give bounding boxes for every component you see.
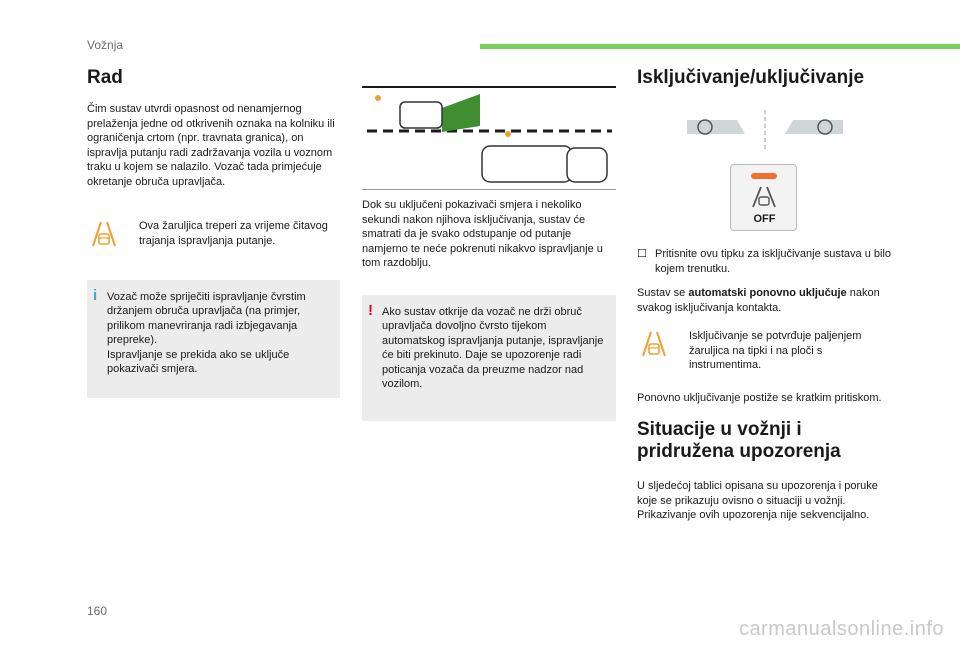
column-operation (87, 66, 340, 398)
off-indicator-lamp (751, 173, 777, 179)
press-button-text: Pritisnite ovu tipku za isključivanje sustava u bilo kojem trenutku. (655, 248, 892, 275)
alert-note (362, 295, 616, 421)
section-label: Vožnja (87, 38, 124, 52)
operation-paragraph: Čim sustav utvrdi opasnost od nenamjernog prelaženja jedne od otkrivenih oznaka na kolniku ili ograničenja crtom (npr. travnata granica), on ispravlja putanju radi zadržavanja vozila u voznom traku u kojem se nalazilo. Vozač tada primjećuje okretanje obruča upravljača. (87, 103, 335, 188)
off-button-illustration (730, 164, 797, 231)
warning-lamp-text: Ova žaruljica treperi za vrijeme čitavog trajanja ispravljanja putanje. (139, 220, 328, 247)
lane-warning-icon (637, 329, 689, 364)
switch-location-illustration (685, 110, 897, 158)
alert-note-text: Ako sustav otkrije da vozač ne drži obruč upravljača dovoljno čvrsto tijekom automatskog ispravljanja putanje, ispravljanje će biti prekinuto. Daje se upozorenje radi poticanja vozača da preuzme nadzor nad vozilom. (382, 305, 604, 390)
warning-lamp-row (87, 219, 340, 254)
column-switch (637, 66, 897, 533)
alert-icon: ! (368, 301, 373, 319)
confirm-lamp-text: Isključivanje se potvrđuje paljenjem žaruljica na tipki i na ploči s instrumentima. (689, 330, 862, 371)
watermark: carmanualsonline.info (738, 618, 944, 640)
lane-correction-illustration (362, 86, 616, 190)
lane-warning-icon (87, 219, 139, 254)
off-label: OFF (753, 213, 776, 225)
page-number: 160 (87, 604, 108, 618)
checkbox-bullet-icon: ☐ (637, 248, 647, 260)
section-accent-bar (480, 44, 960, 49)
auto-reactivation-paragraph: Sustav se automatski ponovno uključuje nakon svakog isključivanja kontakta. (637, 287, 880, 314)
situations-intro: U sljedećoj tablici opisana su upozorenja i poruke koje se prikazuju ovisno o situaciji u vožnji. Prikazivanje ovih upozorenja nije sekvencijalno. (637, 480, 878, 521)
info-note (87, 280, 340, 398)
press-button-instruction (637, 247, 897, 276)
info-note-text: Vozač može spriječiti ispravljanje čvrstim držanjem obruča upravljača (na primjer, prilikom manevriranja radi izbjegavanja prepreke). Ispravljanje se prekida ako se uključe pokazivači smjera. (107, 290, 306, 375)
reenable-paragraph: Ponovno uključivanje postiže se kratkim pritiskom. (637, 391, 882, 404)
title-switch: Isključivanje/uključivanje (637, 67, 865, 88)
indicators-paragraph: Dok su uključeni pokazivači smjera i nekoliko sekundi nakon njihova isključivanja, sustav će smatrati da je svako odstupanje od putanje namjerno te neće pokrenuti nikakvo ispravljanje u tom razdoblju. (362, 199, 603, 269)
title-operation: Rad (87, 67, 123, 88)
lane-assist-icon (749, 185, 779, 209)
info-icon: i (93, 286, 98, 304)
confirm-lamp-row (637, 329, 897, 373)
title-situations: Situacije u vožnji i pridružena upozorenja (637, 419, 841, 462)
column-indicators (362, 86, 616, 421)
